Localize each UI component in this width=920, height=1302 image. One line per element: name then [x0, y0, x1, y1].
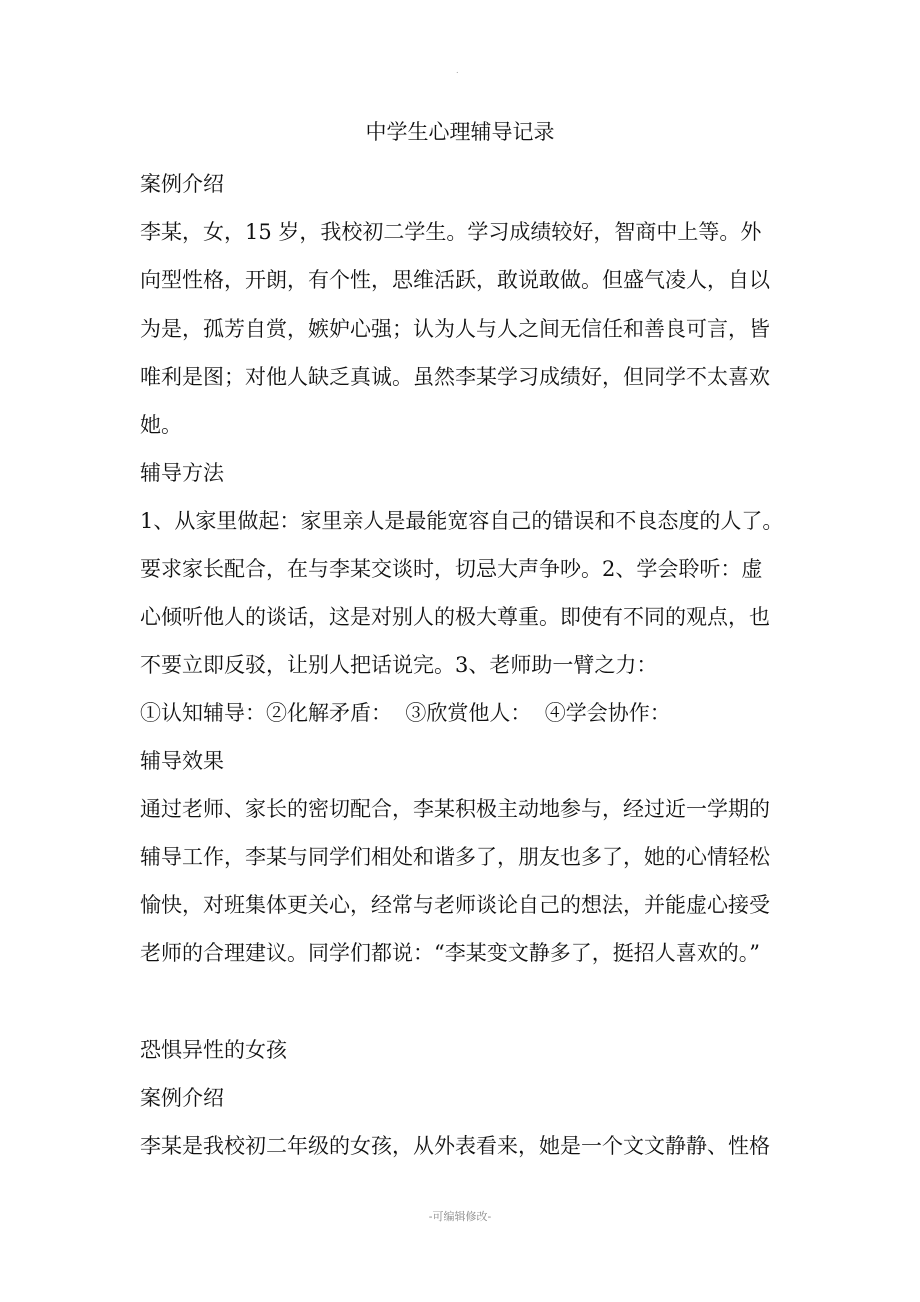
document-title: 中学生心理辅导记录 — [365, 120, 555, 144]
paragraph-line: 心倾听他人的谈话，这是对别人的极大尊重。即使有不同的观点，也 — [140, 605, 770, 629]
paragraph-line: 老师的合理建议。同学们都说：“李某变文静多了，挺招人喜欢的。” — [140, 941, 760, 965]
paragraph-line: 唯利是图；对他人缺乏真诚。虽然李某学习成绩好，但同学不太喜欢 — [140, 365, 770, 389]
section-heading-method: 辅导方法 — [140, 461, 224, 485]
paragraph-line: 通过老师、家长的密切配合，李某积极主动地参与，经过近一学期的 — [140, 797, 770, 821]
section-heading-effect: 辅导效果 — [140, 749, 224, 773]
paragraph-line: 辅导工作，李某与同学们相处和谐多了，朋友也多了，她的心情轻松 — [140, 845, 770, 869]
paragraph-line: 愉快，对班集体更关心，经常与老师谈论自己的想法，并能虚心接受 — [140, 893, 770, 917]
case-title: 恐惧异性的女孩 — [140, 1038, 287, 1062]
method-list-line: ①认知辅导：②化解矛盾： ③欣赏他人： ④学会协作： — [140, 701, 671, 725]
paragraph-line: 要求家长配合，在与李某交谈时，切忌大声争吵。2、学会聆听：虚 — [140, 557, 763, 581]
paragraph-line: 为是，孤芳自赏，嫉妒心强；认为人与人之间无信任和善良可言，皆 — [140, 317, 770, 341]
page-footer: -可编辑修改- — [428, 1210, 492, 1223]
paragraph-line: 向型性格，开朗，有个性，思维活跃，敢说敢做。但盛气凌人，自以 — [140, 268, 770, 292]
paragraph-line: 她。 — [140, 413, 182, 437]
paragraph-line: 李某是我校初二年级的女孩，从外表看来，她是一个文文静静、性格 — [140, 1134, 770, 1158]
header-mark: . — [456, 66, 459, 75]
section-heading-case-intro: 案例介绍 — [140, 172, 224, 196]
paragraph-line: 不要立即反驳，让别人把话说完。3、老师助一臂之力： — [140, 653, 658, 677]
paragraph-line: 1、从家里做起：家里亲人是最能宽容自己的错误和不良态度的人了。 — [140, 509, 784, 533]
section-heading-case-intro-2: 案例介绍 — [140, 1086, 224, 1110]
paragraph-line: 李某，女，15 岁，我校初二学生。学习成绩较好，智商中上等。外 — [140, 220, 762, 244]
